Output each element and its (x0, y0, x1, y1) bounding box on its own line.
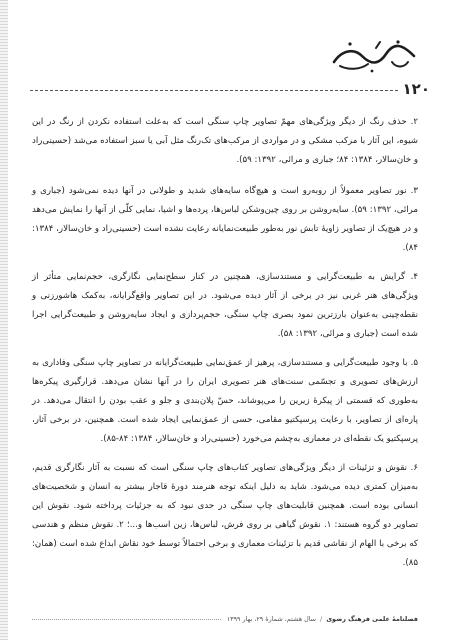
paragraph-6: ۶. نقوش و تزئینات از دیگر ویژگی‌های تصاویر کتاب‌های چاپ سنگی است که نسبت به آثار نگارگری قدیم، به‌میزان کمتری دیده می‌شود. شاید به دلیل اینکه توجه هنرمند دورهٔ قاجار بیشتر به انسان و شخصیت‌های انسانی بوده است. همچنین قابلیت‌های چاپ سنگی در حدی نبود که به جزئیات پرداخته شود. نقوش این تصاویر دو گروه هستند: ۱. نقوش گیاهی بر روی فرش، لباس‌ها، زین اسب‌ها و...؛ ۲. نقوش منظم و هندسی که برخی با الهام از نقاشی قدیم با تزئینات معماری و برخی احتمالاً توسط خود نقاش ابداع شده است (همان: ۸۵). (32, 463, 418, 568)
footer-journal-name: فصلنامهٔ علمی فرهنگ رضوی (326, 615, 418, 623)
page-number: ۱۲۰ (402, 80, 430, 98)
paragraph-2: ۲. حذف رنگ از دیگر ویژگی‌های مهمّ تصاویر چاپ سنگی است که به‌علت استفاده نکردن از رنگ در این شیوه، این آثار با مرکب مشکی و در مواردی از مرکب‌های تک‌رنگ مثل آبی یا سبز استفاده می‌شد (حسینی‌راد و خان‌سالار، ۱۳۸۴: ۸۴؛ جباری و مرائی، ۱۳۹۲: ۵۹). (32, 117, 418, 165)
page-header (0, 0, 450, 100)
footer-separator: / (320, 615, 323, 623)
journal-logo-calligraphy-icon (328, 36, 420, 74)
footer-divider (32, 619, 221, 620)
article-body (32, 113, 418, 583)
paragraph-4: ۴. گرایش به طبیعت‌گرایی و مستندسازی، همچنین در کنار سطح‌نمایی نگارگری، حجم‌نمایی متأثر از ویژگی‌های هنر غربی نیز در برخی از آثار دیده می‌شود. در این تصاویر واقع‌گرایانه، به‌کمک هاشورزنی و نقطه‌چینی به‌عنوان بارزترین نمود بصری چاپ سنگی، حجم‌پردازی و ایجاد سایه‌روشن و طبیعت‌گرایی اجرا شده است (جباری و مرائی، ۱۳۹۲: ۵۸). (32, 272, 418, 339)
paragraph-5: ۵. با وجود طبیعت‌گرایی و مستندسازی، پرهیز از عمق‌نمایی طبیعت‌گرایانه در تصاویر چاپ سنگی وفاداری به ارزش‌های تصویری و تجسّمی سنت‌های هنر تصویری ایران را در آنها نشان می‌دهد. قرارگیری پیکره‌ها به‌طوری که قسمتی از پیکرهٔ زیرین را می‌پوشاند، حسّ پلان‌بندی و جلو و عقب بودن را انتقال می‌دهد. در پاره‌ای از تصاویر، با رعایت پرسپکتیو مقامی، حسی از عمق‌نمایی ایجاد شده است. همچنین، در برخی آثار، پرسپکتیو یک نقطه‌ای در معماری به‌چشم می‌خورد (حسینی‌راد و خان‌سالار، ۱۳۸۴: ۸۴-۸۵). (32, 358, 418, 444)
page-footer (32, 612, 418, 626)
paragraph-3: ۳. نور تصاویر معمولاً از روبه‌رو است و هیچ‌گاه سایه‌های شدید و طولانی در آنها دیده نمی‌شود (جباری و مرائی، ۱۳۹۲: ۵۹). سایه‌روشن بر روی چین‌وشکن لباس‌ها، پرده‌ها و اشیا، نمایی کلّی از آنها را نمایش می‌دهد و در هیچ‌یک از تصاویر زاویهٔ تابش نور به‌طور طبیعت‌نمایانه رعایت نشده است (حسینی‌راد و خان‌سالار، ۱۳۸۴: ۸۴). (32, 186, 418, 253)
journal-logo (328, 36, 420, 74)
header-divider (30, 90, 398, 91)
footer-issue-info: سال هشتم، شمارهٔ ۲۹، بهار ۱۳۹۹ (226, 615, 317, 623)
